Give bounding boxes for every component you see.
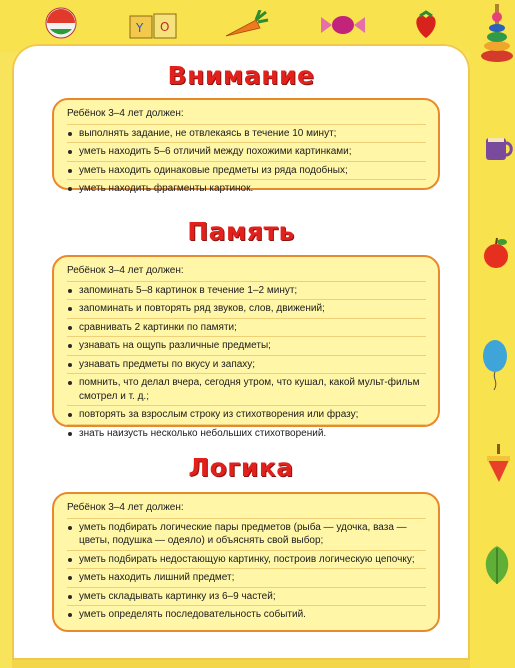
list-item: сравнивать 2 картинки по памяти; — [67, 318, 426, 337]
carrot-icon — [222, 10, 270, 40]
list-item: уметь подбирать логические пары предметов (рыба — удочка, ваза — цветы, подушка — одеяло) и объяснять свой выбор; — [67, 518, 426, 550]
memory-list — [67, 281, 426, 443]
box-intro: Ребёнок 3–4 лет должен: — [67, 108, 184, 119]
list-item: уметь находить 5–6 отличий между похожими картинками; — [67, 142, 426, 161]
box-intro: Ребёнок 3–4 лет должен: — [67, 265, 184, 276]
logic-box — [52, 492, 440, 632]
list-item: запоминать 5–8 картинок в течение 1–2 минут; — [67, 281, 426, 300]
cup-icon — [484, 134, 514, 164]
section-title-logic: Логика — [188, 453, 294, 482]
list-item: узнавать на ощупь различные предметы; — [67, 336, 426, 355]
list-item: уметь находить одинаковые предметы из ряда подобных; — [67, 161, 426, 180]
list-item: уметь подбирать недостающую картинку, построив логическую цепочку; — [67, 550, 426, 569]
balloon-icon — [480, 338, 512, 390]
list-item: уметь складывать картинку из 6–9 частей; — [67, 587, 426, 606]
list-item: уметь определять последовательность событий. — [67, 605, 426, 624]
list-item: узнавать предметы по вкусу и запаху; — [67, 355, 426, 374]
ball-icon — [44, 6, 78, 40]
list-item: запоминать и повторять ряд звуков, слов, движений; — [67, 299, 426, 318]
svg-text:Y: Y — [136, 21, 144, 35]
list-item: выполнять задание, не отвлекаясь в течение 10 минут; — [67, 124, 426, 143]
memory-box — [52, 255, 440, 439]
section-title-memory: Память — [187, 217, 295, 246]
strawberry-icon — [412, 10, 440, 40]
leaf-icon — [480, 544, 514, 586]
list-item: уметь находить фрагменты картинок. — [67, 179, 426, 198]
list-item: знать наизусть несколько небольших стихотворений. — [67, 424, 426, 443]
attention-box — [52, 98, 440, 194]
candy-icon — [318, 12, 368, 38]
spinning-top-icon — [484, 444, 514, 484]
toy-blocks-icon — [128, 10, 178, 40]
attention-list — [67, 124, 426, 198]
logic-list — [67, 518, 426, 624]
list-item: помнить, что делал вчера, сегодня утром, что кушал, какой мульт-фильм смотрел и т. д.; — [67, 373, 426, 405]
section-title-attention: Внимание — [167, 61, 315, 90]
list-item: повторять за взрослым строку из стихотворения или фразу; — [67, 405, 426, 424]
bottom-decor-strip — [12, 660, 470, 668]
pyramid-toy-icon — [480, 4, 514, 64]
list-item: уметь находить лишний предмет; — [67, 568, 426, 587]
apple-icon — [480, 236, 512, 270]
svg-text:O: O — [160, 20, 170, 34]
box-intro: Ребёнок 3–4 лет должен: — [67, 502, 184, 513]
